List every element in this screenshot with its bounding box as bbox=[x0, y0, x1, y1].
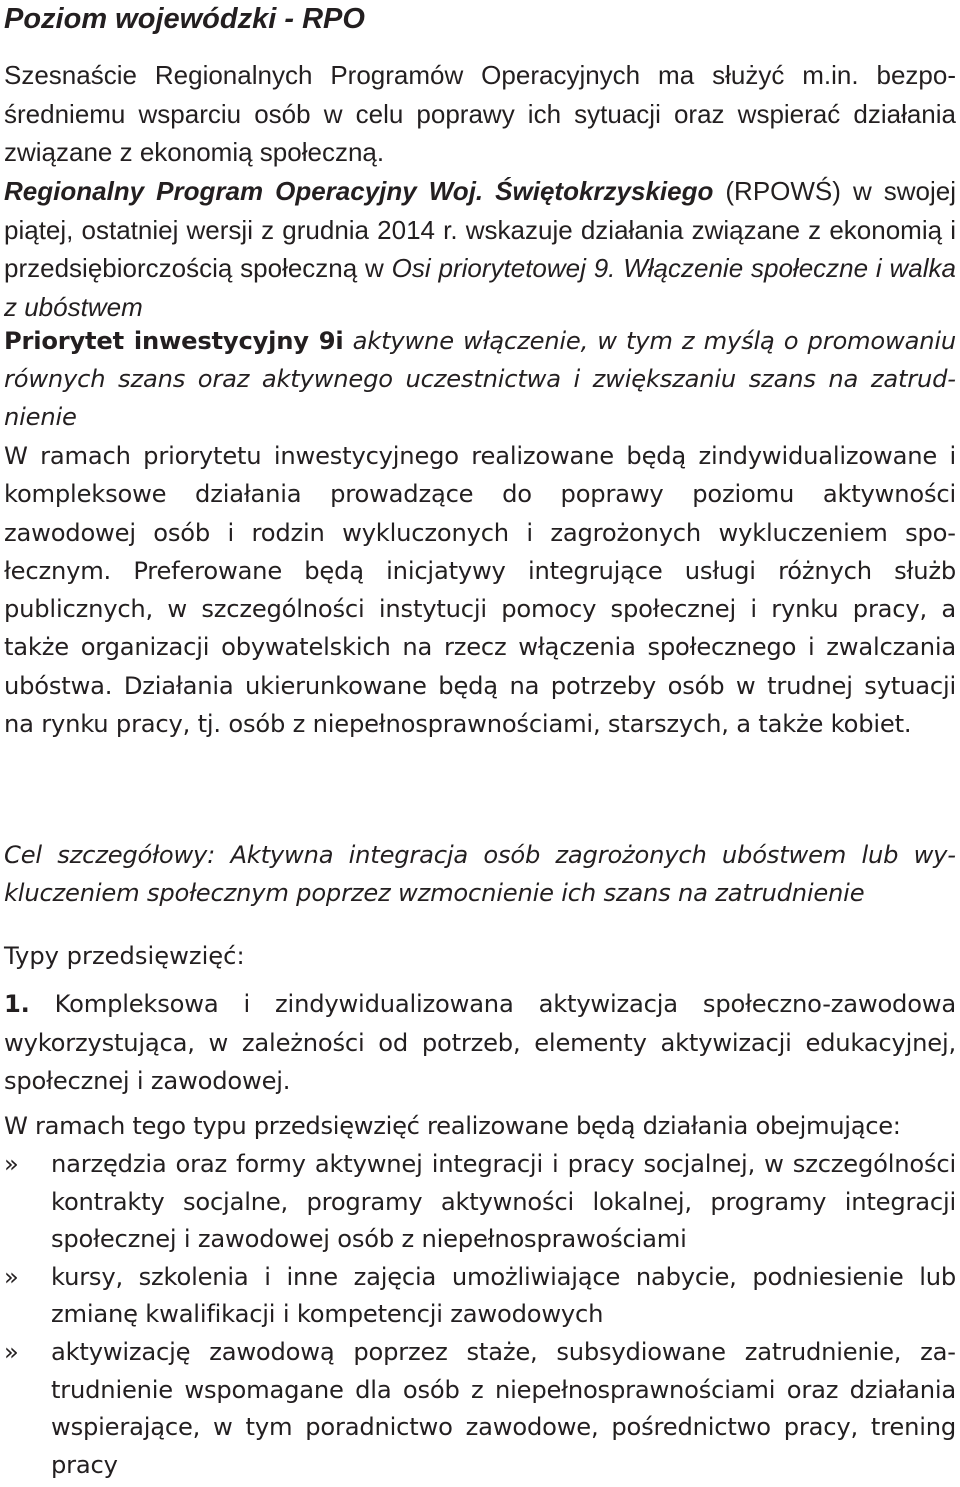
bullet-marker-icon: » bbox=[4, 1337, 19, 1366]
list-item bbox=[4, 1146, 956, 1259]
bullet-marker-icon: » bbox=[4, 1150, 19, 1178]
rpo-program-name: Regionalny Program Operacyjny Woj. Świętokrzyskiego bbox=[4, 176, 714, 206]
list-item-text: narzędzia oraz formy aktywnej integracji i pracy socjalnej, w szczególności kontrakty socjalne, programy aktywności lokalnej, programy integracji społecznej i zawodowej osób z niepełnosprawościami bbox=[51, 1150, 956, 1254]
list-item bbox=[4, 1259, 956, 1334]
activities-list bbox=[4, 1146, 956, 1484]
section-heading: Poziom wojewódzki - RPO bbox=[4, 3, 365, 35]
project-types-label: Typy przedsięwzięć: bbox=[4, 942, 245, 970]
priority-description: aktywne włączenie, w tym z myślą o promowaniu równych szans oraz aktywnego uczestnictwa i zwiększaniu szans na zatrudnienie bbox=[4, 327, 956, 432]
project-type-text: Kompleksowa i zindywidualizowana aktywizacja społeczno-zawodowa wykorzystująca, w zależności od potrzeb, elementy aktywizacji edukacyjnej, społecznej i zawodowej. bbox=[4, 990, 956, 1096]
list-item-text: aktywizację zawodową poprzez staże, subsydiowane zatrudnienie, zatrudnienie wspomagane dla osób z niepełnosprawnościami oraz działania wspierające, w tym poradnictwo zawodowe, pośrednictwo pracy, trening pracy bbox=[51, 1337, 956, 1479]
activities-intro: W ramach tego typu przedsięwzięć realizowane będą działania obejmujące: bbox=[4, 1112, 901, 1140]
priority-scope-paragraph: W ramach priorytetu inwestycyjnego realizowane będą zindywidualizowane i kompleksowe działania prowadzące do poprawy poziomu aktywności zawodowej osób i rodzin wykluczonych i zagrożonych wykluczeniem społecznym. Preferowane będą inicjatywy integrujące usługi różnych służb publicznych, w szczególności instytucji pomocy społecznej i rynku pracy, a także organizacji obywatelskich na rzecz włączenia społecznego i zwalczania ubóstwa. Działania ukierunkowane będą na potrzeby osób w trudnej sytuacji na rynku pracy, tj. osób z niepełnosprawnościami, starszych, a także kobiet. bbox=[4, 442, 956, 739]
list-item-text: kursy, szkolenia i inne zajęcia umożliwiające nabycie, podniesienie lub zmianę kwalifikacji i kompetencji zawodowych bbox=[51, 1262, 956, 1329]
project-type-number: 1. bbox=[4, 990, 30, 1018]
rpo-paragraph bbox=[4, 172, 956, 326]
bullet-marker-icon: » bbox=[4, 1262, 19, 1291]
priority-paragraph bbox=[4, 322, 956, 437]
rpo-axis-name: Osi priorytetowej 9. Włączenie społeczne i walka z ubóstwem bbox=[4, 253, 956, 322]
list-item bbox=[4, 1334, 956, 1484]
rpo-description: (RPOWŚ) w swojej piątej, ostatniej wersji z grudnia 2014 r. wskazuje działania związane z ekonomią i przedsiębiorczością społeczną w bbox=[4, 176, 956, 284]
project-type-item bbox=[4, 985, 956, 1101]
specific-objective: Cel szczegółowy: Aktywna integracja osób zagrożonych ubóstwem lub wykluczeniem społecznym poprzez wzmocnienie ich szans na zatrudnienie bbox=[4, 841, 956, 907]
intro-paragraph: Szesnaście Regionalnych Programów Operacyjnych ma służyć m.in. bezpośredniemu wsparciu osób w celu poprawy ich sytuacji oraz wspierać działania związane z ekonomią społeczną. bbox=[4, 60, 956, 168]
priority-label: Priorytet inwestycyjny 9i bbox=[4, 327, 344, 355]
